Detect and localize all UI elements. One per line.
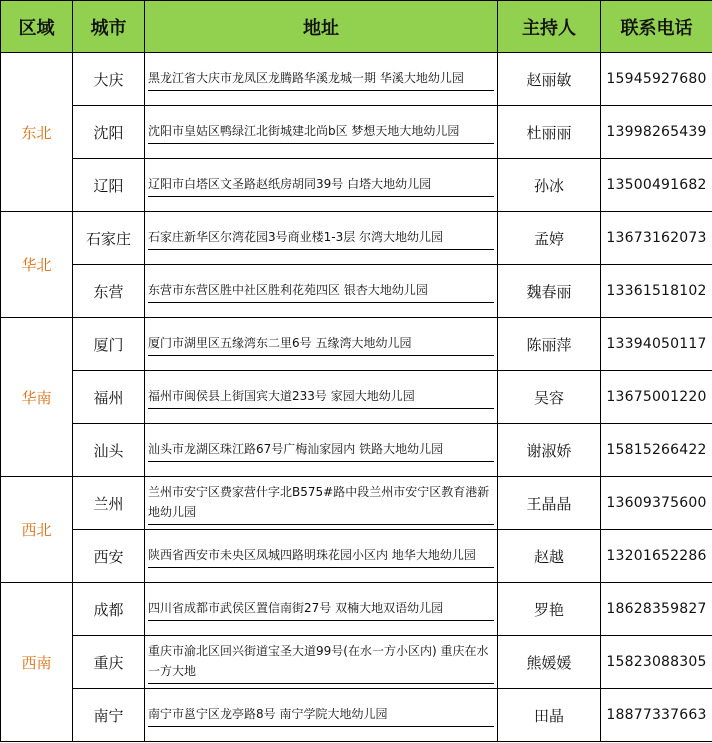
header-host: 主持人 xyxy=(498,1,601,53)
phone-cell: 18877337663 xyxy=(601,689,712,742)
address-cell xyxy=(145,477,498,530)
table-row xyxy=(1,318,712,371)
address-text: 陕西省西安市未央区凤城四路明珠花园小区内 地华大地幼儿园 xyxy=(148,545,494,568)
address-cell xyxy=(145,159,498,212)
host-cell: 孟婷 xyxy=(498,212,601,265)
address-text: 重庆市渝北区回兴街道宝圣大道99号(在水一方小区内) 重庆在水一方大地 xyxy=(148,641,494,684)
address-text: 南宁市邕宁区龙亭路8号 南宁学院大地幼儿园 xyxy=(148,704,494,727)
address-cell xyxy=(145,53,498,106)
region-cell: 西北 xyxy=(1,477,73,583)
phone-cell: 15815266422 xyxy=(601,424,712,477)
city-cell: 东营 xyxy=(73,265,145,318)
header-city: 城市 xyxy=(73,1,145,53)
address-cell xyxy=(145,212,498,265)
phone-cell: 13673162073 xyxy=(601,212,712,265)
city-cell: 汕头 xyxy=(73,424,145,477)
phone-cell: 13500491682 xyxy=(601,159,712,212)
host-cell: 吴容 xyxy=(498,371,601,424)
table-row xyxy=(1,424,712,477)
table-row xyxy=(1,689,712,742)
host-cell: 熊媛媛 xyxy=(498,636,601,689)
table-row xyxy=(1,212,712,265)
host-cell: 赵丽敏 xyxy=(498,53,601,106)
phone-cell: 15945927680 xyxy=(601,53,712,106)
region-cell: 东北 xyxy=(1,53,73,212)
city-cell: 辽阳 xyxy=(73,159,145,212)
city-cell: 重庆 xyxy=(73,636,145,689)
address-text: 福州市闽侯县上街国宾大道233号 家园大地幼儿园 xyxy=(148,386,494,409)
region-cell: 华北 xyxy=(1,212,73,318)
address-text: 四川省成都市武侯区置信南街27号 双楠大地双语幼儿园 xyxy=(148,598,494,621)
table-row xyxy=(1,159,712,212)
city-cell: 西安 xyxy=(73,530,145,583)
address-text: 厦门市湖里区五缘湾东二里6号 五缘湾大地幼儿园 xyxy=(148,333,494,356)
header-region: 区域 xyxy=(1,1,73,53)
city-cell: 沈阳 xyxy=(73,106,145,159)
phone-cell: 13361518102 xyxy=(601,265,712,318)
table-row xyxy=(1,53,712,106)
phone-cell: 18628359827 xyxy=(601,583,712,636)
address-text: 辽阳市白塔区文圣路赵纸房胡同39号 白塔大地幼儿园 xyxy=(148,174,494,197)
address-text: 兰州市安宁区费家营什字北B575#路中段兰州市安宁区教育港新地幼儿园 xyxy=(148,482,494,525)
address-cell xyxy=(145,318,498,371)
address-text: 石家庄新华区尔湾花园3号商业楼1-3层 尔湾大地幼儿园 xyxy=(148,227,494,250)
address-text: 东营市东营区胜中社区胜利花苑四区 银杏大地幼儿园 xyxy=(148,280,494,303)
address-cell xyxy=(145,371,498,424)
header-phone: 联系电话 xyxy=(601,1,712,53)
region-cell: 西南 xyxy=(1,583,73,742)
city-cell: 南宁 xyxy=(73,689,145,742)
host-cell: 杜丽丽 xyxy=(498,106,601,159)
host-cell: 陈丽萍 xyxy=(498,318,601,371)
region-cell: 华南 xyxy=(1,318,73,477)
host-cell: 田晶 xyxy=(498,689,601,742)
table-row xyxy=(1,477,712,530)
address-text: 沈阳市皇姑区鸭绿江北街城建北尚b区 梦想天地大地幼儿园 xyxy=(148,121,494,144)
host-cell: 王晶晶 xyxy=(498,477,601,530)
city-cell: 大庆 xyxy=(73,53,145,106)
city-cell: 厦门 xyxy=(73,318,145,371)
city-cell: 福州 xyxy=(73,371,145,424)
table-row xyxy=(1,265,712,318)
address-text: 汕头市龙湖区珠江路67号广梅汕家园内 铁路大地幼儿园 xyxy=(148,439,494,462)
header-address: 地址 xyxy=(145,1,498,53)
table-row xyxy=(1,530,712,583)
address-cell xyxy=(145,530,498,583)
address-text: 黑龙江省大庆市龙凤区龙腾路华溪龙城一期 华溪大地幼儿园 xyxy=(148,68,494,91)
table-row xyxy=(1,106,712,159)
phone-cell: 13201652286 xyxy=(601,530,712,583)
phone-cell: 13675001220 xyxy=(601,371,712,424)
city-cell: 兰州 xyxy=(73,477,145,530)
table-row xyxy=(1,636,712,689)
header-row xyxy=(1,1,712,53)
address-cell xyxy=(145,689,498,742)
city-cell: 成都 xyxy=(73,583,145,636)
host-cell: 魏春丽 xyxy=(498,265,601,318)
phone-cell: 13394050117 xyxy=(601,318,712,371)
host-cell: 谢淑娇 xyxy=(498,424,601,477)
address-cell xyxy=(145,265,498,318)
host-cell: 赵越 xyxy=(498,530,601,583)
table-row xyxy=(1,371,712,424)
phone-cell: 13998265439 xyxy=(601,106,712,159)
city-cell: 石家庄 xyxy=(73,212,145,265)
address-cell xyxy=(145,636,498,689)
host-cell: 罗艳 xyxy=(498,583,601,636)
address-cell xyxy=(145,583,498,636)
host-cell: 孙冰 xyxy=(498,159,601,212)
phone-cell: 15823088305 xyxy=(601,636,712,689)
phone-cell: 13609375600 xyxy=(601,477,712,530)
address-cell xyxy=(145,106,498,159)
address-cell xyxy=(145,424,498,477)
table-row xyxy=(1,583,712,636)
